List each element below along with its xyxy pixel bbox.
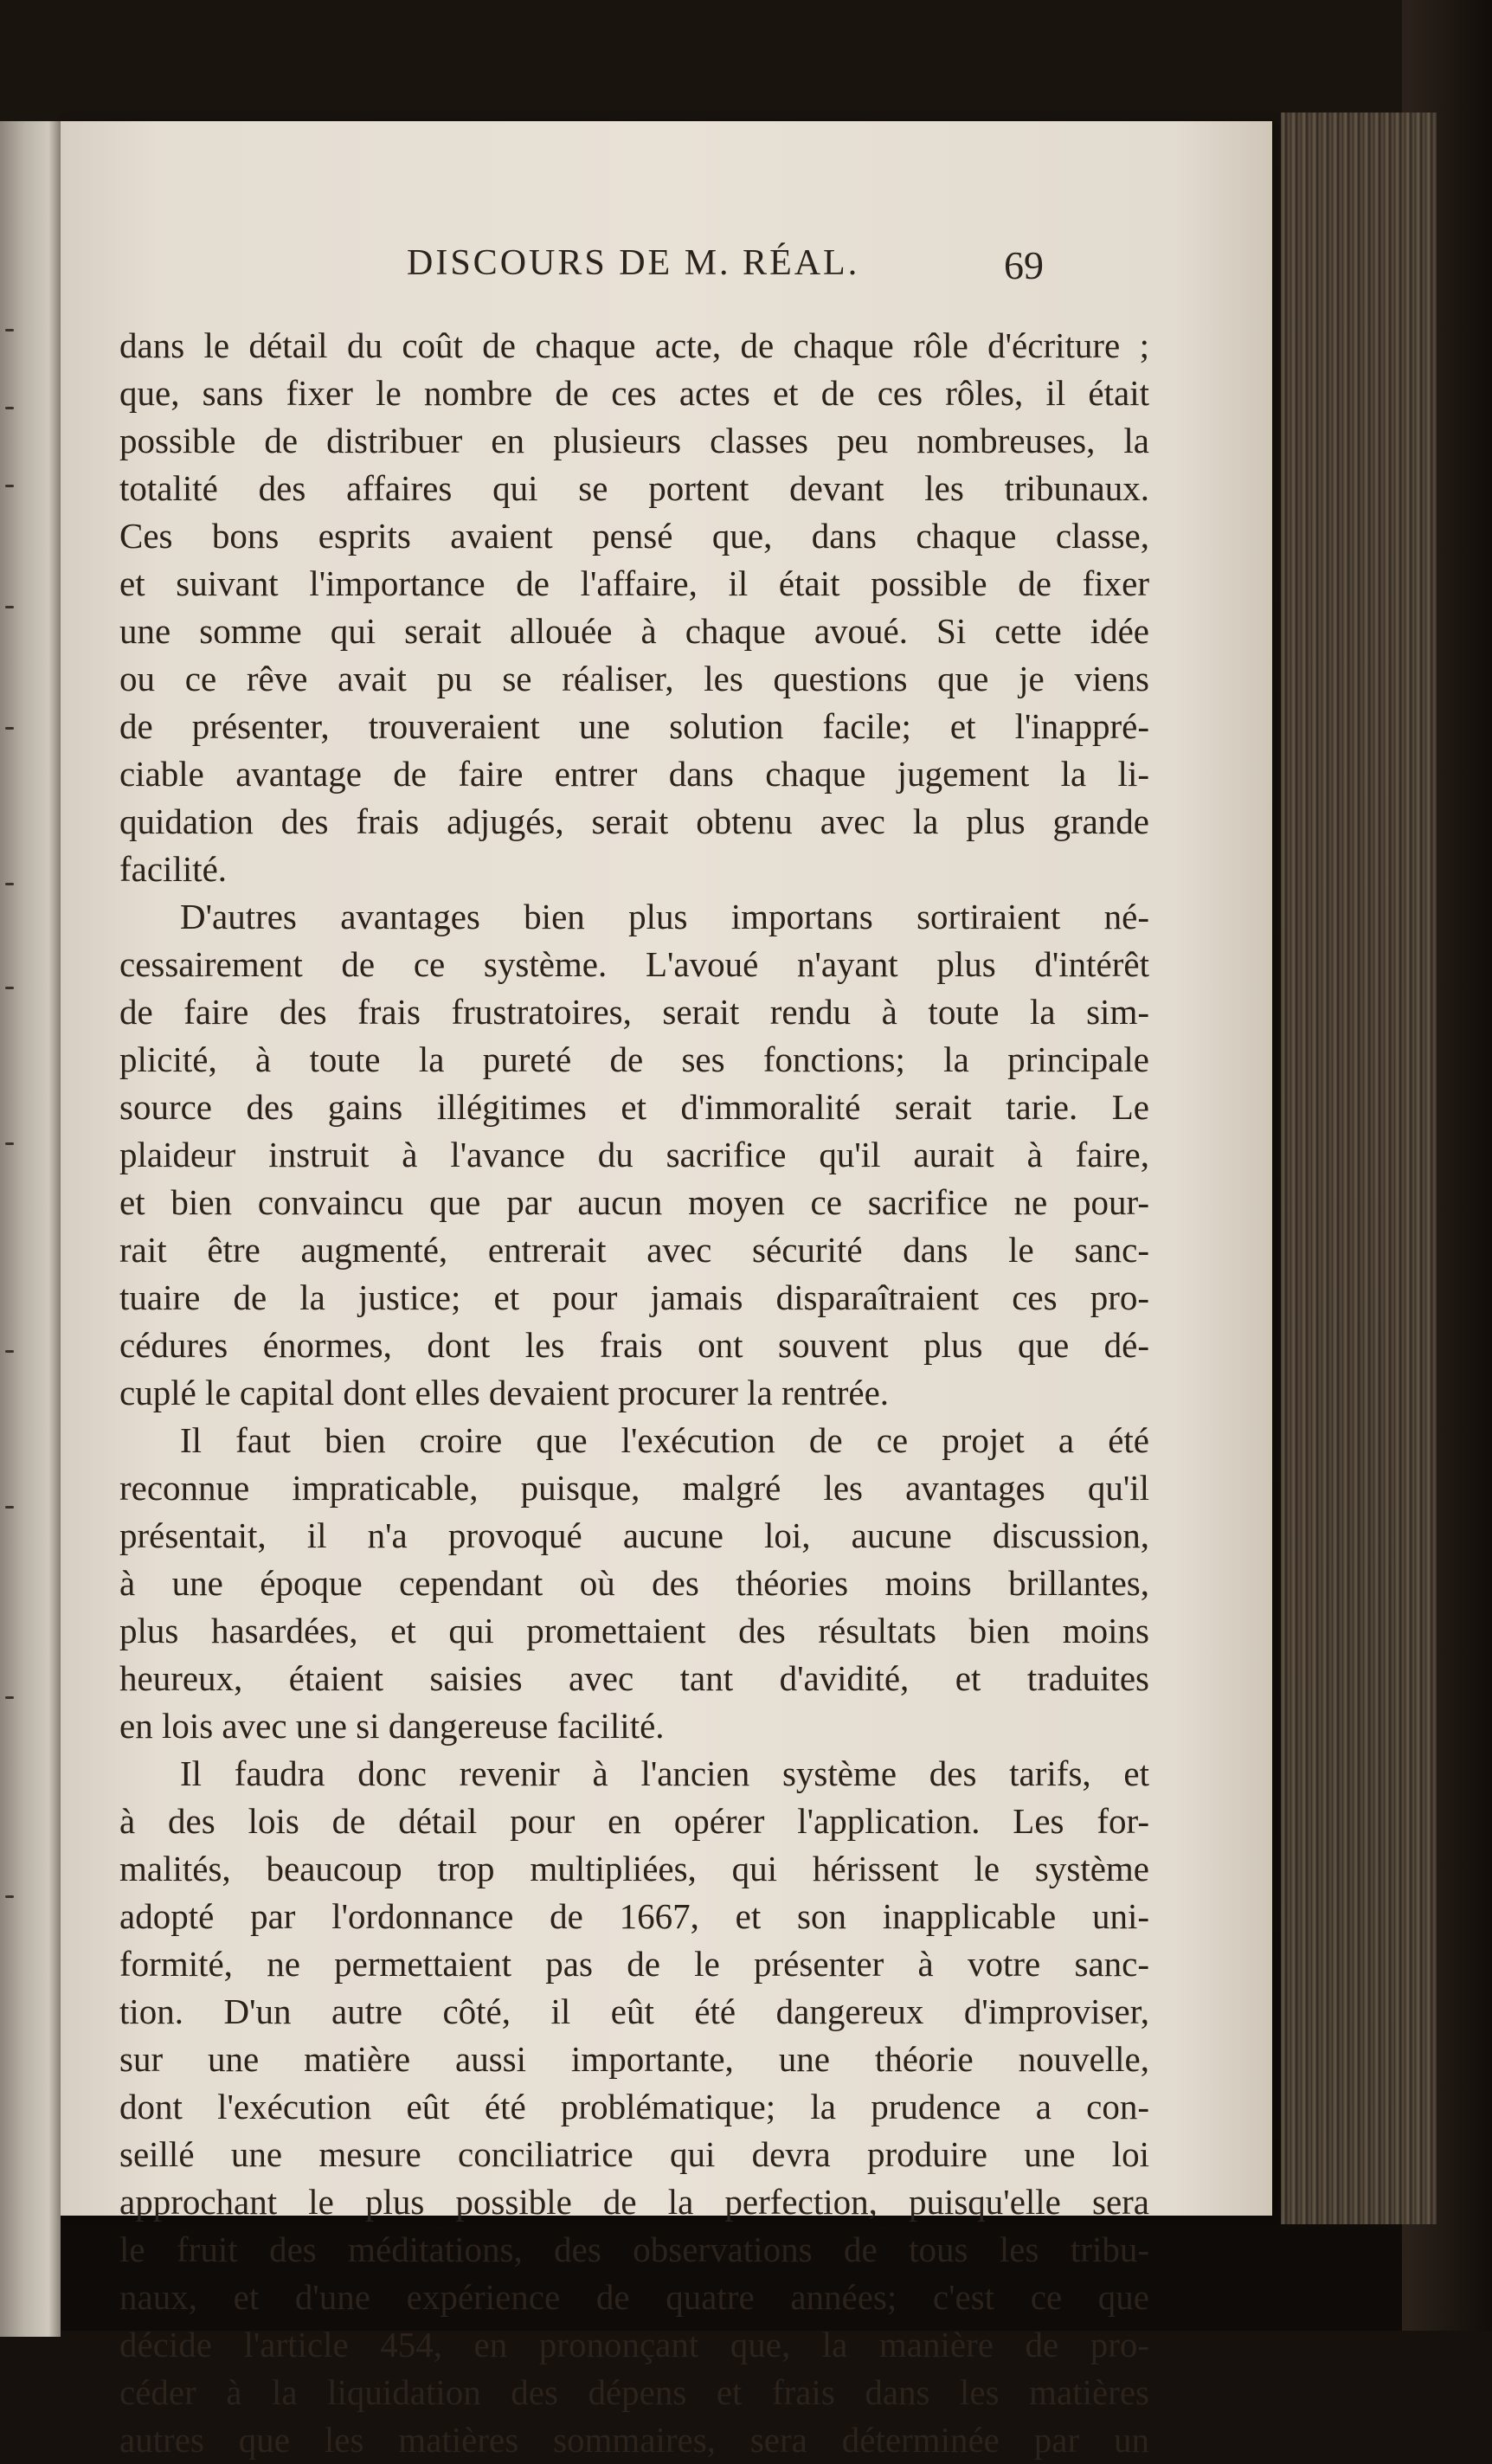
edge-mark — [5, 1506, 14, 1509]
text-line: D'autres avantages bien plus importans sortiraient né- — [180, 897, 1149, 936]
edge-mark — [5, 1350, 14, 1353]
text-line: cessairement de ce système. L'avoué n'ayant plus d'intérêt — [119, 944, 1149, 984]
edge-mark — [5, 883, 14, 885]
text-line: formité, ne permettaient pas de le présenter à votre sanc- — [119, 1944, 1149, 1984]
text-line: tuaire de la justice; et pour jamais disparaîtraient ces pro- — [119, 1277, 1149, 1317]
text-line: que, sans fixer le nombre de ces actes et de ces rôles, il était — [119, 373, 1149, 413]
text-line: totalité des affaires qui se portent devant les tribunaux. — [119, 468, 1149, 508]
text-line: ciable avantage de faire entrer dans chaque jugement la li- — [119, 754, 1149, 794]
text-line: et bien convaincu que par aucun moyen ce sacrifice ne pour- — [119, 1182, 1149, 1222]
text-line: à une époque cependant où des théories moins brillantes, — [119, 1563, 1149, 1603]
text-line: cuplé le capital dont elles devaient procurer la rentrée. — [119, 1373, 890, 1412]
text-line: le fruit des méditations, des observations de tous les tribu- — [119, 2229, 1149, 2269]
text-line: rait être augmenté, entrerait avec sécurité dans le sanc- — [119, 1230, 1149, 1270]
text-line: tion. D'un autre côté, il eût été dangereux d'improviser, — [119, 1991, 1149, 2031]
text-line: plaideur instruit à l'avance du sacrifice qu'il aurait à faire, — [119, 1135, 1149, 1174]
text-line: facilité. — [119, 849, 228, 889]
text-line: dans le détail du coût de chaque acte, de chaque rôle d'écriture ; — [119, 325, 1149, 365]
text-line: plus hasardées, et qui promettaient des résultats bien moins — [119, 1611, 1149, 1650]
edge-mark — [5, 1696, 14, 1699]
text-line: adopté par l'ordonnance de 1667, et son inapplicable uni- — [119, 1896, 1149, 1936]
edge-mark — [5, 727, 14, 730]
text-line: de faire des frais frustratoires, serait rendu à toute la sim- — [119, 992, 1149, 1032]
text-line: Il faudra donc revenir à l'ancien système des tarifs, et — [180, 1753, 1149, 1793]
body-text — [119, 322, 1149, 2464]
edge-mark — [5, 987, 14, 989]
text-line: Il faut bien croire que l'exécution de ce projet a été — [180, 1420, 1149, 1460]
edge-mark — [5, 1895, 14, 1898]
text-line: de présenter, trouveraient une solution facile; et l'inappré- — [119, 706, 1149, 746]
text-line: ou ce rêve avait pu se réaliser, les questions que je viens — [119, 659, 1149, 698]
text-line: Ces bons esprits avaient pensé que, dans chaque classe, — [119, 516, 1149, 556]
text-line: naux, et d'une expérience de quatre années; c'est ce que — [119, 2277, 1149, 2317]
text-line: une somme qui serait allouée à chaque avoué. Si cette idée — [119, 611, 1149, 651]
text-line: malités, beaucoup trop multipliées, qui hérissent le système — [119, 1849, 1149, 1888]
text-line: reconnue impraticable, puisque, malgré les avantages qu'il — [119, 1468, 1149, 1508]
text-line: en lois avec une si dangereuse facilité. — [119, 1706, 665, 1746]
text-line: sur une matière aussi importante, une théorie nouvelle, — [119, 2039, 1149, 2079]
text-line: heureux, étaient saisies avec tant d'avidité, et traduites — [119, 1658, 1149, 1698]
text-line: cédures énormes, dont les frais ont souvent plus que dé- — [119, 1325, 1149, 1365]
edge-mark — [5, 1142, 14, 1145]
text-line: présentait, il n'a provoqué aucune loi, aucune discussion, — [119, 1515, 1149, 1555]
page-header — [61, 242, 1272, 294]
edge-mark — [5, 606, 14, 608]
edge-mark — [5, 485, 14, 487]
text-line: approchant le plus possible de la perfection, puisqu'elle sera — [119, 2182, 1149, 2222]
text-line: plicité, à toute la pureté de ses fonctions; la principale — [119, 1039, 1149, 1079]
text-line: à des lois de détail pour en opérer l'application. Les for- — [119, 1801, 1149, 1841]
text-line: dont l'exécution eût été problématique; la prudence a con- — [119, 2087, 1149, 2126]
edge-mark — [5, 329, 14, 331]
running-title: DISCOURS DE M. RÉAL. — [407, 243, 860, 283]
text-line: et suivant l'importance de l'affaire, il était possible de fixer — [119, 563, 1149, 603]
text-line: autres que les matières sommaires, sera déterminée par un — [119, 2420, 1149, 2460]
text-line: quidation des frais adjugés, serait obtenu avec la plus grande — [119, 801, 1149, 841]
edge-mark — [5, 407, 14, 409]
text-line: seillé une mesure conciliatrice qui devra produire une loi — [119, 2134, 1149, 2174]
page-stack-edges — [1281, 113, 1437, 2224]
text-line: décide l'article 454, en prononçant que, la manière de pro- — [119, 2325, 1149, 2364]
text-line: source des gains illégitimes et d'immoralité serait tarie. Le — [119, 1087, 1149, 1127]
book-page — [61, 121, 1272, 2460]
page-number: 69 — [1004, 243, 1044, 287]
left-page-edge — [0, 121, 61, 2337]
text-line: possible de distribuer en plusieurs classes peu nombreuses, la — [119, 421, 1149, 460]
text-line: céder à la liquidation des dépens et frais dans les matières — [119, 2372, 1149, 2412]
